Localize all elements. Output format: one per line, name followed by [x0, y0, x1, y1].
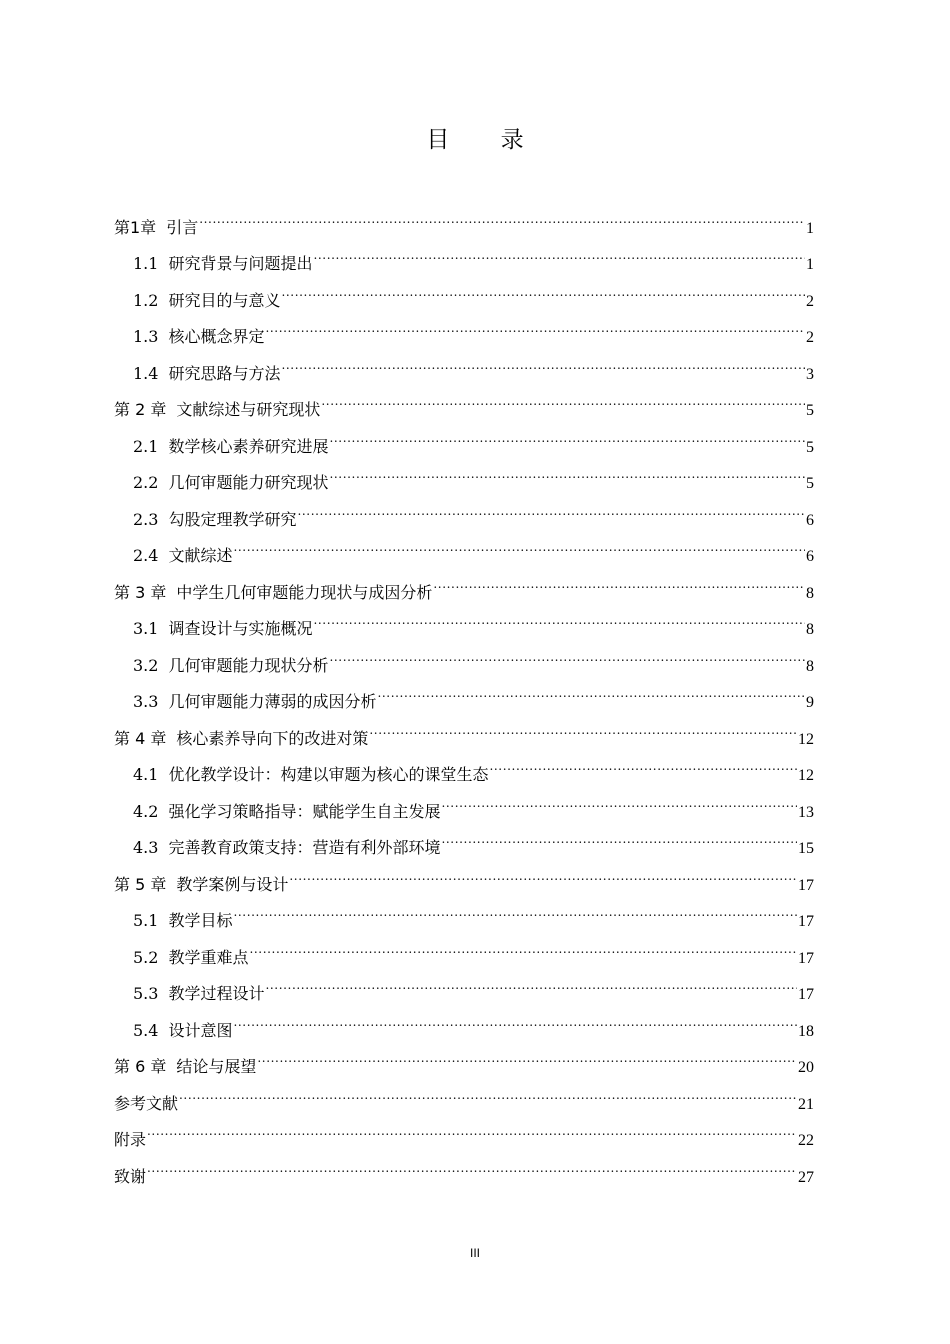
toc-entry-number: 第 3 章: [114, 582, 167, 602]
toc-entry-label: 中学生几何审题能力现状与成因分析: [176, 582, 433, 602]
dot-leader: [329, 452, 805, 489]
dot-leader: [369, 707, 797, 744]
toc-entry-page-number: 5: [806, 438, 814, 456]
toc-entry-page-number: 22: [798, 1132, 814, 1149]
toc-entry-page-number: 6: [806, 548, 814, 565]
dot-leader: [377, 671, 805, 708]
toc-entry-page-number: 5: [806, 475, 814, 492]
toc-entry-label: 优化教学设计：构建以审题为核心的课堂生态: [168, 765, 489, 784]
toc-entry-number: 5.1: [133, 911, 159, 930]
toc-entry-label: 参考文献: [114, 1093, 179, 1113]
table-of-contents: [114, 196, 814, 1186]
toc-entry-page-number: 12: [798, 730, 814, 748]
toc-entry-page-number: 18: [798, 1022, 814, 1040]
toc-entry-number: 5.2: [133, 947, 159, 967]
toc-entry-number: 第 4 章: [114, 728, 167, 748]
dot-leader: [233, 890, 797, 927]
toc-entry-number: 1.4: [133, 363, 159, 383]
toc-entry-label: 数学核心素养研究进展: [168, 436, 329, 456]
toc-chapter-entry[interactable]: [114, 1145, 814, 1186]
toc-entry-label: 结论与展望: [176, 1057, 257, 1076]
dot-leader: [265, 306, 805, 343]
toc-entry-label: 几何审题能力现状分析: [168, 655, 329, 675]
dot-leader: [313, 598, 805, 635]
dot-leader: [147, 1145, 797, 1182]
toc-entry-label: 调查设计与实施概况: [168, 619, 313, 638]
dot-leader: [281, 342, 805, 379]
dot-leader: [233, 999, 797, 1036]
toc-entry-number: 3.2: [133, 655, 159, 675]
toc-entry-number: 1.1: [133, 254, 159, 273]
toc-entry-page-number: 1: [806, 219, 814, 237]
toc-entry-number: 第1章: [114, 217, 157, 237]
toc-title: 目 录: [426, 127, 546, 153]
dot-leader: [265, 963, 797, 1000]
dot-leader: [441, 817, 797, 854]
dot-leader: [297, 488, 805, 525]
toc-entry-page-number: 17: [798, 949, 814, 967]
toc-entry-page-number: 12: [798, 767, 814, 784]
toc-entry-label: 核心素养导向下的改进对策: [176, 728, 369, 748]
toc-entry-number: 4.2: [133, 801, 159, 821]
toc-entry-label: 教学过程设计: [168, 984, 265, 1003]
dot-leader: [313, 233, 805, 270]
dot-leader: [289, 853, 797, 890]
toc-entry-page-number: 21: [798, 1095, 814, 1113]
toc-entry-page-number: 2: [806, 292, 814, 310]
toc-entry-label: 致谢: [114, 1166, 147, 1186]
toc-entry-page-number: 13: [798, 803, 814, 821]
toc-entry-page-number: 17: [798, 913, 814, 930]
dot-leader: [249, 926, 797, 963]
toc-entry-number: 1.3: [133, 327, 159, 346]
toc-entry-number: 4.1: [133, 765, 159, 784]
dot-leader: [433, 561, 805, 598]
toc-entry-number: 第 2 章: [114, 400, 167, 419]
toc-entry-label: 附录: [114, 1130, 147, 1149]
toc-entry-label: 几何审题能力研究现状: [168, 473, 329, 492]
toc-entry-number: 2.4: [133, 546, 159, 565]
toc-entry-page-number: 2: [806, 329, 814, 346]
toc-entry-number: 第 6 章: [114, 1057, 167, 1076]
toc-entry-label: 研究思路与方法: [168, 363, 281, 383]
dot-leader: [179, 1072, 797, 1109]
dot-leader: [147, 1109, 797, 1146]
toc-entry-label: 教学目标: [168, 911, 233, 930]
dot-leader: [329, 634, 805, 671]
toc-entry-label: 文献综述: [168, 546, 233, 565]
toc-entry-number: 2.3: [133, 509, 159, 529]
toc-entry-label: 教学重难点: [168, 947, 249, 967]
toc-entry-page-number: 5: [806, 402, 814, 419]
toc-entry-number: 2.2: [133, 473, 159, 492]
toc-entry-label: 勾股定理教学研究: [168, 509, 297, 529]
toc-entry-label: 完善教育政策支持：营造有利外部环境: [168, 838, 441, 857]
toc-entry-label: 引言: [166, 217, 199, 237]
dot-leader: [281, 269, 805, 306]
toc-chapter-entry[interactable]: [114, 1072, 814, 1113]
toc-entry-number: 第 5 章: [114, 874, 167, 894]
toc-entry-label: 核心概念界定: [168, 327, 265, 346]
toc-entry-page-number: 15: [798, 840, 814, 857]
toc-section-entry[interactable]: [114, 233, 814, 273]
toc-entry-page-number: 17: [798, 986, 814, 1003]
toc-entry-page-number: 20: [798, 1059, 814, 1076]
toc-chapter-entry[interactable]: [114, 1109, 814, 1149]
toc-entry-label: 研究目的与意义: [168, 290, 281, 310]
toc-entry-page-number: 17: [798, 876, 814, 894]
toc-entry-page-number: 9: [806, 694, 814, 711]
dot-leader: [199, 196, 805, 233]
toc-entry-number: 3.3: [133, 692, 159, 711]
toc-entry-page-number: 6: [806, 511, 814, 529]
dot-leader: [489, 744, 797, 781]
toc-entry-number: 5.4: [133, 1020, 159, 1040]
toc-entry-label: 强化学习策略指导：赋能学生自主发展: [168, 801, 441, 821]
dot-leader: [441, 780, 797, 817]
toc-entry-page-number: 3: [806, 365, 814, 383]
dot-leader: [321, 379, 805, 416]
toc-entry-number: 1.2: [133, 290, 159, 310]
toc-entry-number: 4.3: [133, 838, 159, 857]
toc-entry-number: 3.1: [133, 619, 159, 638]
toc-entry-label: 研究背景与问题提出: [168, 254, 313, 273]
toc-entry-number: 5.3: [133, 984, 159, 1003]
page-number-footer: III: [469, 1246, 480, 1260]
toc-entry-page-number: 8: [806, 621, 814, 638]
toc-chapter-entry[interactable]: [114, 196, 814, 237]
toc-entry-page-number: 8: [806, 584, 814, 602]
toc-entry-label: 教学案例与设计: [176, 874, 289, 894]
toc-entry-label: 文献综述与研究现状: [176, 400, 321, 419]
toc-entry-label: 设计意图: [168, 1020, 233, 1040]
dot-leader: [233, 525, 805, 562]
toc-entry-page-number: 1: [806, 256, 814, 273]
dot-leader: [329, 415, 805, 452]
toc-entry-page-number: 27: [798, 1168, 814, 1186]
toc-entry-label: 几何审题能力薄弱的成因分析: [168, 692, 377, 711]
toc-entry-number: 2.1: [133, 436, 159, 456]
dot-leader: [257, 1036, 797, 1073]
toc-entry-page-number: 8: [806, 657, 814, 675]
